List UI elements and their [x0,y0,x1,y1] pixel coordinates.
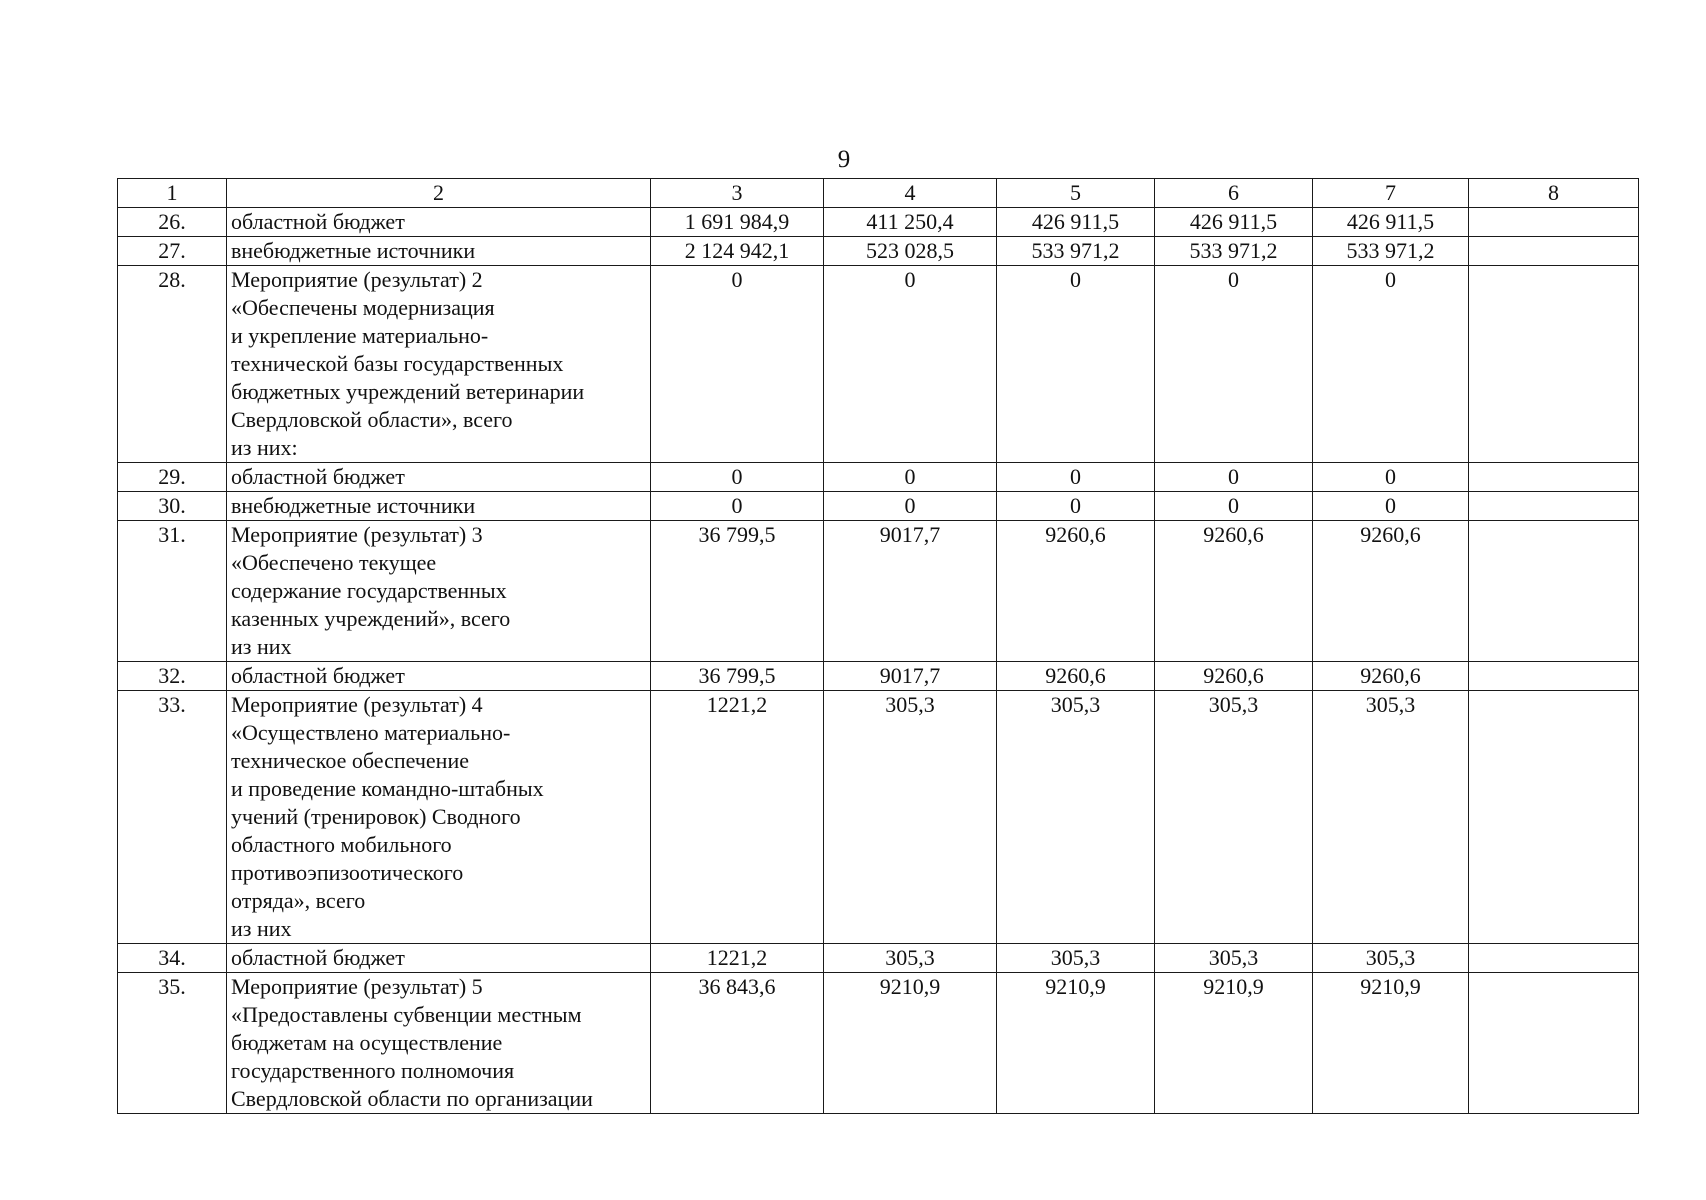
row-name: внебюджетные источники [227,492,651,521]
value-cell: 305,3 [997,691,1155,944]
row-name: областной бюджет [227,208,651,237]
row-number: 34. [118,944,227,973]
value-cell [1469,973,1639,1114]
value-cell: 36 843,6 [651,973,824,1114]
row-name: областной бюджет [227,463,651,492]
value-cell [1469,463,1639,492]
value-cell: 0 [997,463,1155,492]
row-number: 32. [118,662,227,691]
value-cell: 305,3 [1155,691,1313,944]
row-name: Мероприятие (результат) 2 «Обеспечены модернизация и укрепление материально- технической базы государственных бюджетных учреждений ветеринарии Свердловской области», всего из них: [227,266,651,463]
table-row [118,944,1639,973]
value-cell: 0 [824,266,997,463]
value-cell: 305,3 [824,944,997,973]
value-cell [1469,492,1639,521]
row-name: внебюджетные источники [227,237,651,266]
row-number: 26. [118,208,227,237]
value-cell: 1221,2 [651,944,824,973]
value-cell: 0 [1155,463,1313,492]
value-cell: 1 691 984,9 [651,208,824,237]
value-cell: 9260,6 [997,662,1155,691]
value-cell: 533 971,2 [1155,237,1313,266]
value-cell: 0 [651,463,824,492]
value-cell: 0 [651,266,824,463]
value-cell: 9210,9 [824,973,997,1114]
value-cell: 1221,2 [651,691,824,944]
header-cell: 5 [997,179,1155,208]
value-cell: 411 250,4 [824,208,997,237]
header-cell: 8 [1469,179,1639,208]
value-cell: 305,3 [824,691,997,944]
value-cell: 0 [1155,492,1313,521]
value-cell: 0 [824,463,997,492]
table-row [118,266,1639,463]
row-name: областной бюджет [227,944,651,973]
value-cell: 0 [1313,266,1469,463]
value-cell: 9210,9 [997,973,1155,1114]
row-name: Мероприятие (результат) 5 «Предоставлены субвенции местным бюджетам на осуществление государственного полномочия Свердловской области по организации [227,973,651,1114]
value-cell: 0 [824,492,997,521]
header-cell: 1 [118,179,227,208]
value-cell [1469,662,1639,691]
value-cell: 533 971,2 [997,237,1155,266]
table-row [118,463,1639,492]
value-cell: 305,3 [1313,691,1469,944]
value-cell [1469,691,1639,944]
value-cell: 9260,6 [1155,662,1313,691]
value-cell: 9260,6 [1155,521,1313,662]
row-number: 33. [118,691,227,944]
row-number: 31. [118,521,227,662]
value-cell: 305,3 [997,944,1155,973]
table-row [118,662,1639,691]
value-cell: 9017,7 [824,521,997,662]
table-row [118,208,1639,237]
value-cell: 36 799,5 [651,662,824,691]
value-cell: 0 [651,492,824,521]
value-cell [1469,944,1639,973]
value-cell: 305,3 [1313,944,1469,973]
row-number: 29. [118,463,227,492]
row-name: областной бюджет [227,662,651,691]
row-name: Мероприятие (результат) 4 «Осуществлено материально- техническое обеспечение и проведение командно-штабных учений (тренировок) Сводного областного мобильного противоэпизоотического отряда», всего из них [227,691,651,944]
value-cell [1469,208,1639,237]
value-cell [1469,266,1639,463]
page-number: 9 [837,146,851,173]
value-cell: 2 124 942,1 [651,237,824,266]
table-row [118,521,1639,662]
table-row [118,237,1639,266]
table-row [118,691,1639,944]
table-row [118,492,1639,521]
row-number: 35. [118,973,227,1114]
value-cell: 426 911,5 [1155,208,1313,237]
budget-table [117,178,1639,1114]
value-cell [1469,237,1639,266]
row-number: 28. [118,266,227,463]
value-cell: 0 [997,492,1155,521]
row-number: 27. [118,237,227,266]
value-cell: 0 [997,266,1155,463]
value-cell: 9017,7 [824,662,997,691]
row-name: Мероприятие (результат) 3 «Обеспечено текущее содержание государственных казенных учреждений», всего из них [227,521,651,662]
value-cell: 36 799,5 [651,521,824,662]
value-cell: 9260,6 [1313,662,1469,691]
value-cell: 0 [1313,492,1469,521]
header-cell: 2 [227,179,651,208]
value-cell: 305,3 [1155,944,1313,973]
value-cell: 9210,9 [1155,973,1313,1114]
header-cell: 4 [824,179,997,208]
value-cell: 0 [1155,266,1313,463]
value-cell: 533 971,2 [1313,237,1469,266]
value-cell: 426 911,5 [997,208,1155,237]
row-number: 30. [118,492,227,521]
value-cell: 523 028,5 [824,237,997,266]
value-cell [1469,521,1639,662]
value-cell: 9260,6 [1313,521,1469,662]
header-cell: 6 [1155,179,1313,208]
value-cell: 0 [1313,463,1469,492]
header-cell: 3 [651,179,824,208]
value-cell: 9210,9 [1313,973,1469,1114]
value-cell: 9260,6 [997,521,1155,662]
header-cell: 7 [1313,179,1469,208]
table-row [118,973,1639,1114]
value-cell: 426 911,5 [1313,208,1469,237]
header-row [118,179,1639,208]
